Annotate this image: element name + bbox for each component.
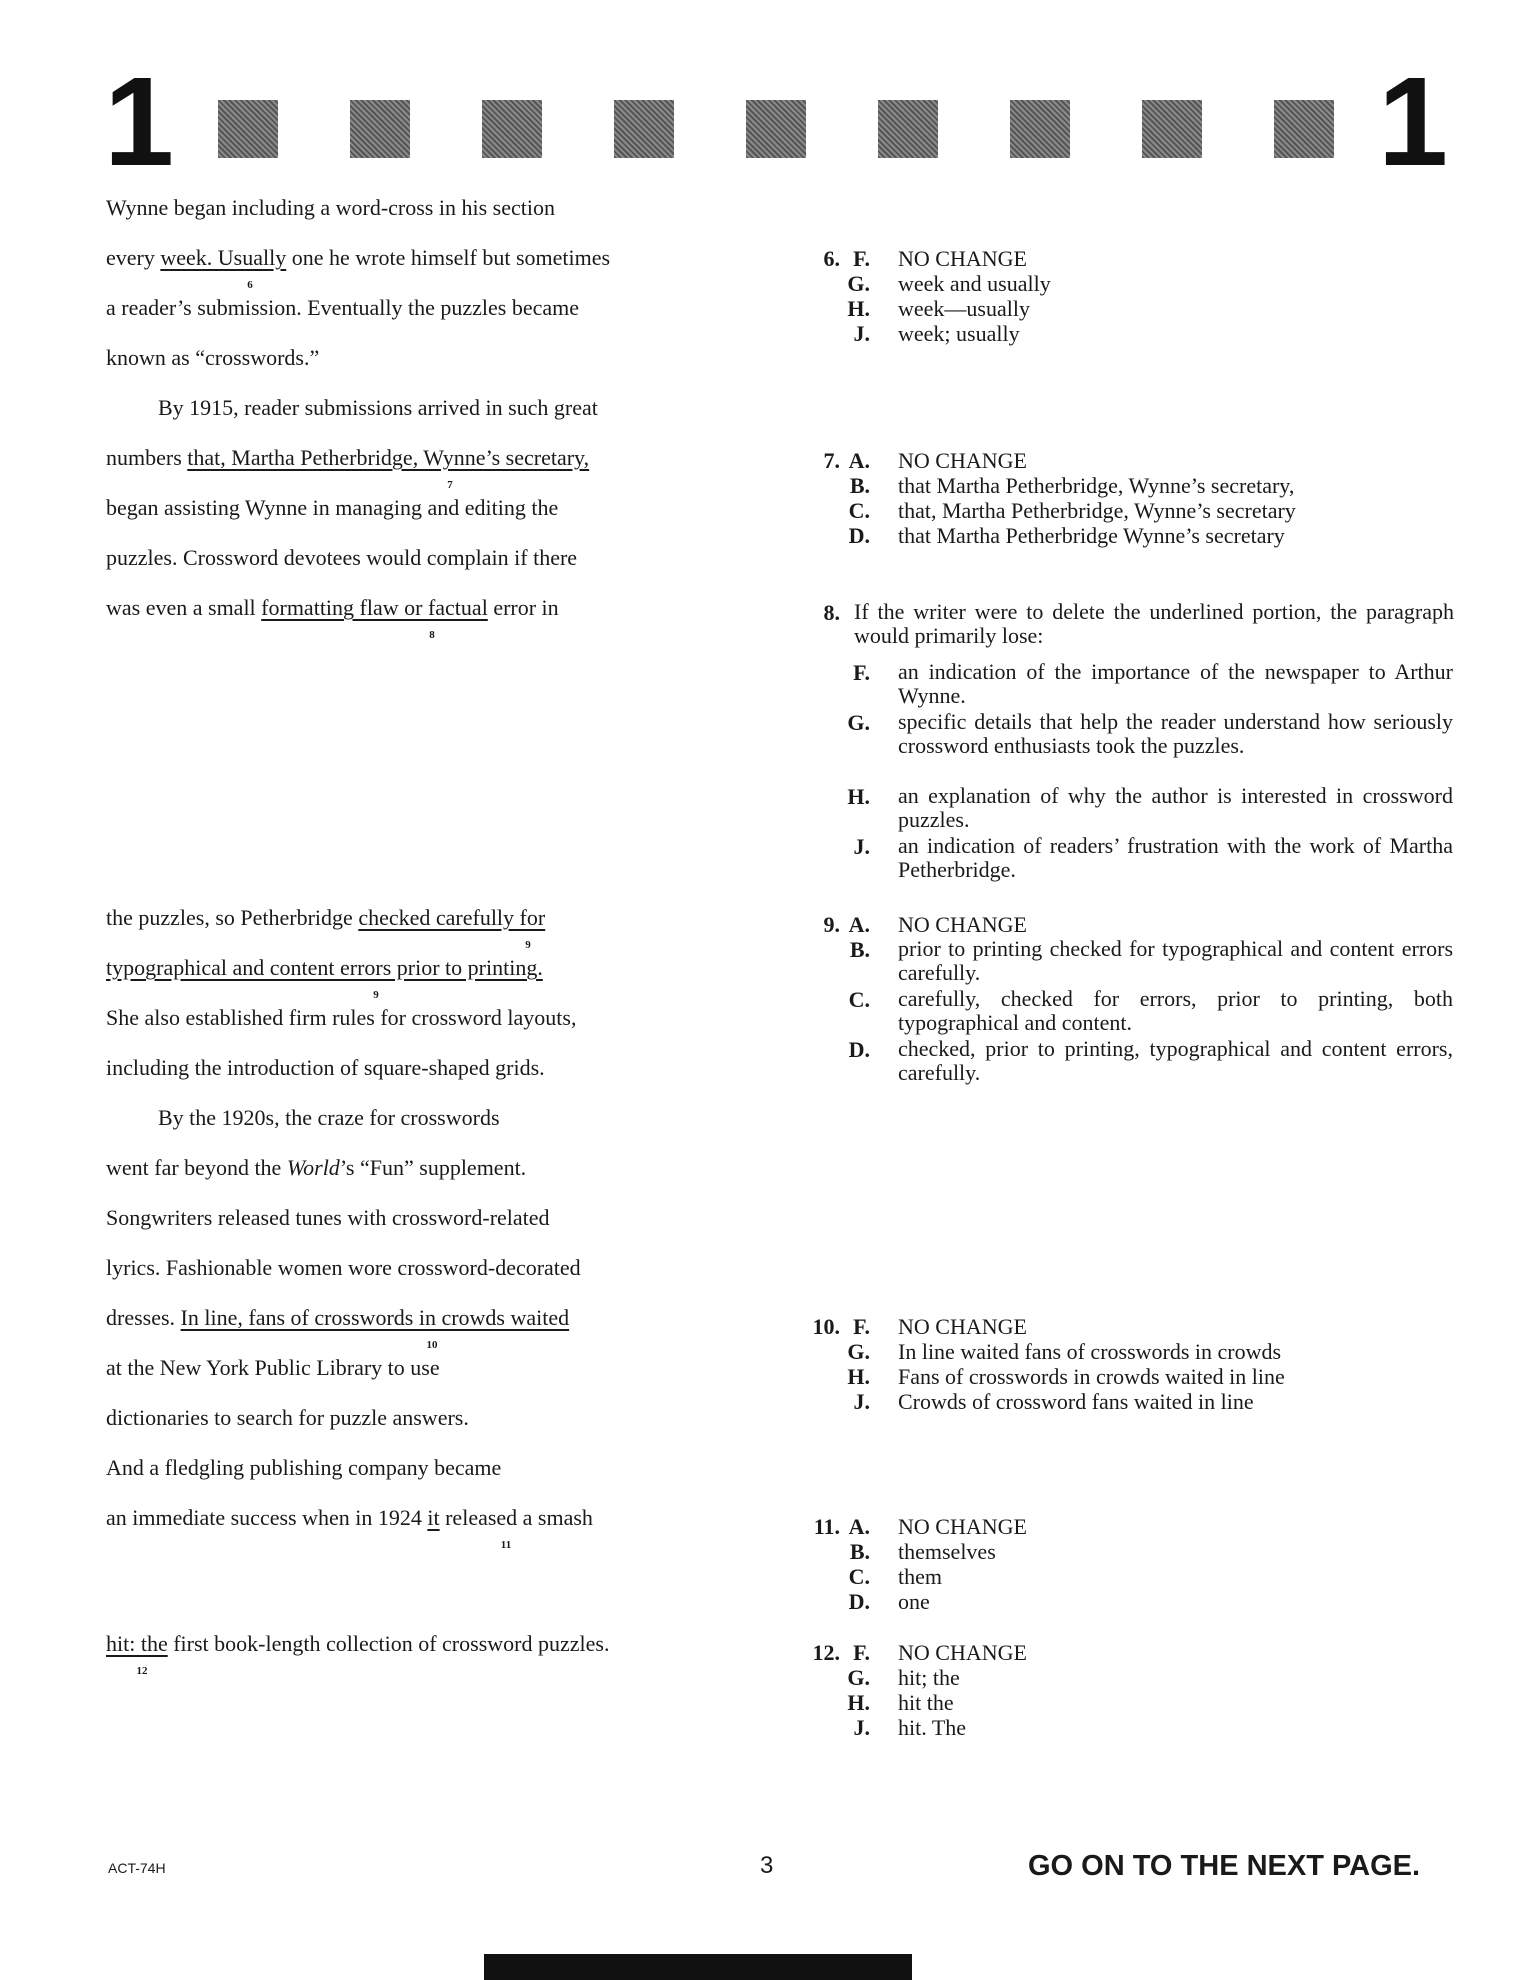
passage-line: began assisting Wynne in managing and editing the: [106, 495, 559, 520]
answer-option[interactable]: week; usually: [898, 321, 1020, 346]
answer-option[interactable]: an indication of the importance of the newspaper to Arthur Wynne.: [898, 659, 1453, 708]
header-square: [482, 100, 542, 158]
header-square: [614, 100, 674, 158]
answer-option[interactable]: an indication of readers’ frustration with the work of Martha Petherbridge.: [898, 833, 1453, 882]
underlined-portion-9b: typographical and content errors prior to printing.: [106, 955, 543, 980]
header-square: [350, 100, 410, 158]
answer-option[interactable]: checked, prior to printing, typographical and content errors, carefully.: [898, 1036, 1453, 1085]
underlined-portion-10: In line, fans of crosswords in crowds waited: [180, 1305, 570, 1330]
passage-line: including the introduction of square-shaped grids.: [106, 1055, 545, 1080]
passage-line: was even a small formatting flaw or factual error in: [106, 595, 559, 620]
passage-line: lyrics. Fashionable women wore crossword-decorated: [106, 1255, 581, 1280]
passage-line: a reader’s submission. Eventually the puzzles became: [106, 295, 580, 320]
answer-option[interactable]: hit. The: [898, 1715, 967, 1740]
header-square: [1274, 100, 1334, 158]
section-number-right: 1: [1378, 51, 1449, 192]
question-marker: 9: [373, 989, 379, 1001]
passage-line: She also established firm rules for crossword layouts,: [106, 1005, 577, 1030]
answer-option[interactable]: NO CHANGE: [898, 912, 1027, 937]
test-page: 1 1 Wynne began including a word-cross in his section every week. Usually one he wrote himself but sometimes 6 a reader’s submission. Eventually the puzzles became known as “crosswords.” By 1915, reader submissions arrived in such great numbers that, Martha Petherbridge, Wynne’s secretary, 7 began assisting Wynne in managing and editing the puzzles. Crossword devotees would complain if there was even a small formatting flaw or factual error in 8 the puzzles, so Petherbridge checked carefully for 9 typographical and content errors prior to printing. 9 She also established firm rules for crossword layouts, including the introduction of square-shaped grids. By the 1920s, the craze for crosswords went far beyond the World’s “Fun” supplement. Songwriters released tunes with crossword-related lyrics. Fashionable women wore crossword-decorated dresses. In line, fans of crosswords in crowds waited 10 at the New York Public Library to use dictionaries to search for puzzle answers. And a fledgling publishing company became an immediate success when in 1924 it released a smash 11 hit: the first book-length collection of crossword puzzles. 12 6. F. NO CHANGE G. week and usually H. week—usually J. week; usually 7. A. NO CHANGE B. that Martha Petherbridge, Wynne’s secretary, C. that, Martha Petherbridge, Wynne’s secretary D. that Martha Petherbridge Wynne’s secretary 8. If the writer were to delete the underlined portion, the paragraph would primarily lose: F. an indication of the importance of the newspaper to Arthur Wynne. G. specific details that help the reader understand how seriously crossword enthusiasts took the puzzles. H. an explanation of why the author is interested in crossword puzzles. J. an indication of readers’ frustration with the work of Martha Petherbridge. 9. A. NO CHANGE B. prior to printing checked for typographical and content errors carefully. C. carefully, checked for errors, prior to printing, both typographical and content. D. checked, prior to printing, typographical and content errors, carefully. 10. F. NO CHANGE G. In line waited fans of crosswords in crowds H. Fans of crosswords in crowds waited in line J. Crowds of crossword fans waited in line 11. A. NO CHANGE B. themselves C. them D. one 12. F. NO CHANGE G. hit; the H. hit the J. hit. The ACT-74H 3 GO ON TO THE NEXT PAGE.: [0, 0, 1530, 1980]
question-marker: 8: [429, 629, 435, 641]
answer-option[interactable]: them: [898, 1564, 942, 1589]
section-number-left: 1: [104, 51, 175, 192]
answer-option[interactable]: hit; the: [898, 1665, 960, 1690]
passage-line: an immediate success when in 1924 it released a smash: [106, 1505, 593, 1530]
header-square: [1142, 100, 1202, 158]
question-marker: 10: [426, 1339, 438, 1351]
passage-line: By the 1920s, the craze for crosswords: [158, 1105, 500, 1130]
passage-line: dresses. In line, fans of crosswords in crowds waited: [106, 1305, 570, 1330]
scan-edge-bar: [484, 1954, 912, 1980]
passage-line: Songwriters released tunes with crossword-related: [106, 1205, 550, 1230]
underlined-portion-8: formatting flaw or factual: [261, 595, 488, 620]
header-square: [746, 100, 806, 158]
page-number: 3: [760, 1852, 774, 1879]
answer-option[interactable]: carefully, checked for errors, prior to printing, both typographical and content.: [898, 986, 1453, 1035]
answer-option[interactable]: specific details that help the reader understand how seriously crossword enthusiasts took the puzzles.: [898, 709, 1453, 758]
header-square: [1010, 100, 1070, 158]
question-stem: If the writer were to delete the underlined portion, the paragraph would primarily lose:: [854, 599, 1454, 648]
underlined-portion-7: that, Martha Petherbridge, Wynne’s secretary,: [187, 445, 590, 470]
answer-option[interactable]: Fans of crosswords in crowds waited in line: [898, 1364, 1285, 1389]
answer-option[interactable]: week and usually: [898, 271, 1051, 296]
passage-line: numbers that, Martha Petherbridge, Wynne’s secretary,: [106, 445, 590, 470]
answer-option[interactable]: that Martha Petherbridge Wynne’s secretary: [898, 523, 1285, 548]
passage-line: By 1915, reader submissions arrived in such great: [158, 395, 598, 420]
answer-option[interactable]: one: [898, 1589, 930, 1614]
answer-option[interactable]: themselves: [898, 1539, 996, 1564]
answer-option[interactable]: NO CHANGE: [898, 246, 1027, 271]
answer-option[interactable]: NO CHANGE: [898, 1314, 1027, 1339]
passage-line: every week. Usually one he wrote himself but sometimes: [106, 245, 611, 270]
underlined-portion-9a: checked carefully for: [358, 905, 546, 930]
header-square: [878, 100, 938, 158]
question-marker: 11: [500, 1539, 512, 1551]
question-marker: 12: [136, 1665, 148, 1677]
test-code: ACT-74H: [108, 1860, 166, 1876]
answer-option[interactable]: In line waited fans of crosswords in crowds: [898, 1339, 1282, 1364]
passage-line: And a fledgling publishing company became: [106, 1455, 502, 1480]
answer-option[interactable]: hit the: [898, 1690, 954, 1715]
passage-line: Wynne began including a word-cross in his section: [106, 195, 555, 220]
answer-option[interactable]: NO CHANGE: [898, 448, 1027, 473]
answer-option[interactable]: an explanation of why the author is interested in crossword puzzles.: [898, 783, 1453, 832]
go-on-notice: GO ON TO THE NEXT PAGE.: [1028, 1850, 1421, 1882]
passage-line: went far beyond the World’s “Fun” supplement.: [106, 1155, 527, 1180]
answer-option[interactable]: that, Martha Petherbridge, Wynne’s secretary: [898, 498, 1296, 523]
answer-option[interactable]: NO CHANGE: [898, 1640, 1027, 1665]
answer-option[interactable]: that Martha Petherbridge, Wynne’s secretary,: [898, 473, 1295, 498]
passage-line: hit: the first book-length collection of crossword puzzles.: [106, 1631, 610, 1656]
passage-line: puzzles. Crossword devotees would complain if there: [106, 545, 578, 570]
question-marker: 6: [247, 279, 253, 291]
answer-option[interactable]: prior to printing checked for typographical and content errors carefully.: [898, 936, 1453, 985]
answer-option[interactable]: week—usually: [898, 296, 1030, 321]
passage-line: [106, 956, 746, 980]
answer-option[interactable]: Crowds of crossword fans waited in line: [898, 1389, 1254, 1414]
underlined-portion-12: hit: the: [106, 1631, 168, 1656]
question-marker: 7: [447, 479, 453, 491]
passage-line: the puzzles, so Petherbridge checked carefully for: [106, 905, 546, 930]
question-marker: 9: [525, 939, 531, 951]
passage-line: known as “crosswords.”: [106, 345, 320, 370]
header-square: [218, 100, 278, 158]
passage-line: at the New York Public Library to use: [106, 1355, 440, 1380]
passage-line: dictionaries to search for puzzle answers.: [106, 1405, 469, 1430]
answer-option[interactable]: NO CHANGE: [898, 1514, 1027, 1539]
underlined-portion-11: it: [427, 1505, 440, 1530]
underlined-portion-6: week. Usually: [160, 245, 287, 270]
